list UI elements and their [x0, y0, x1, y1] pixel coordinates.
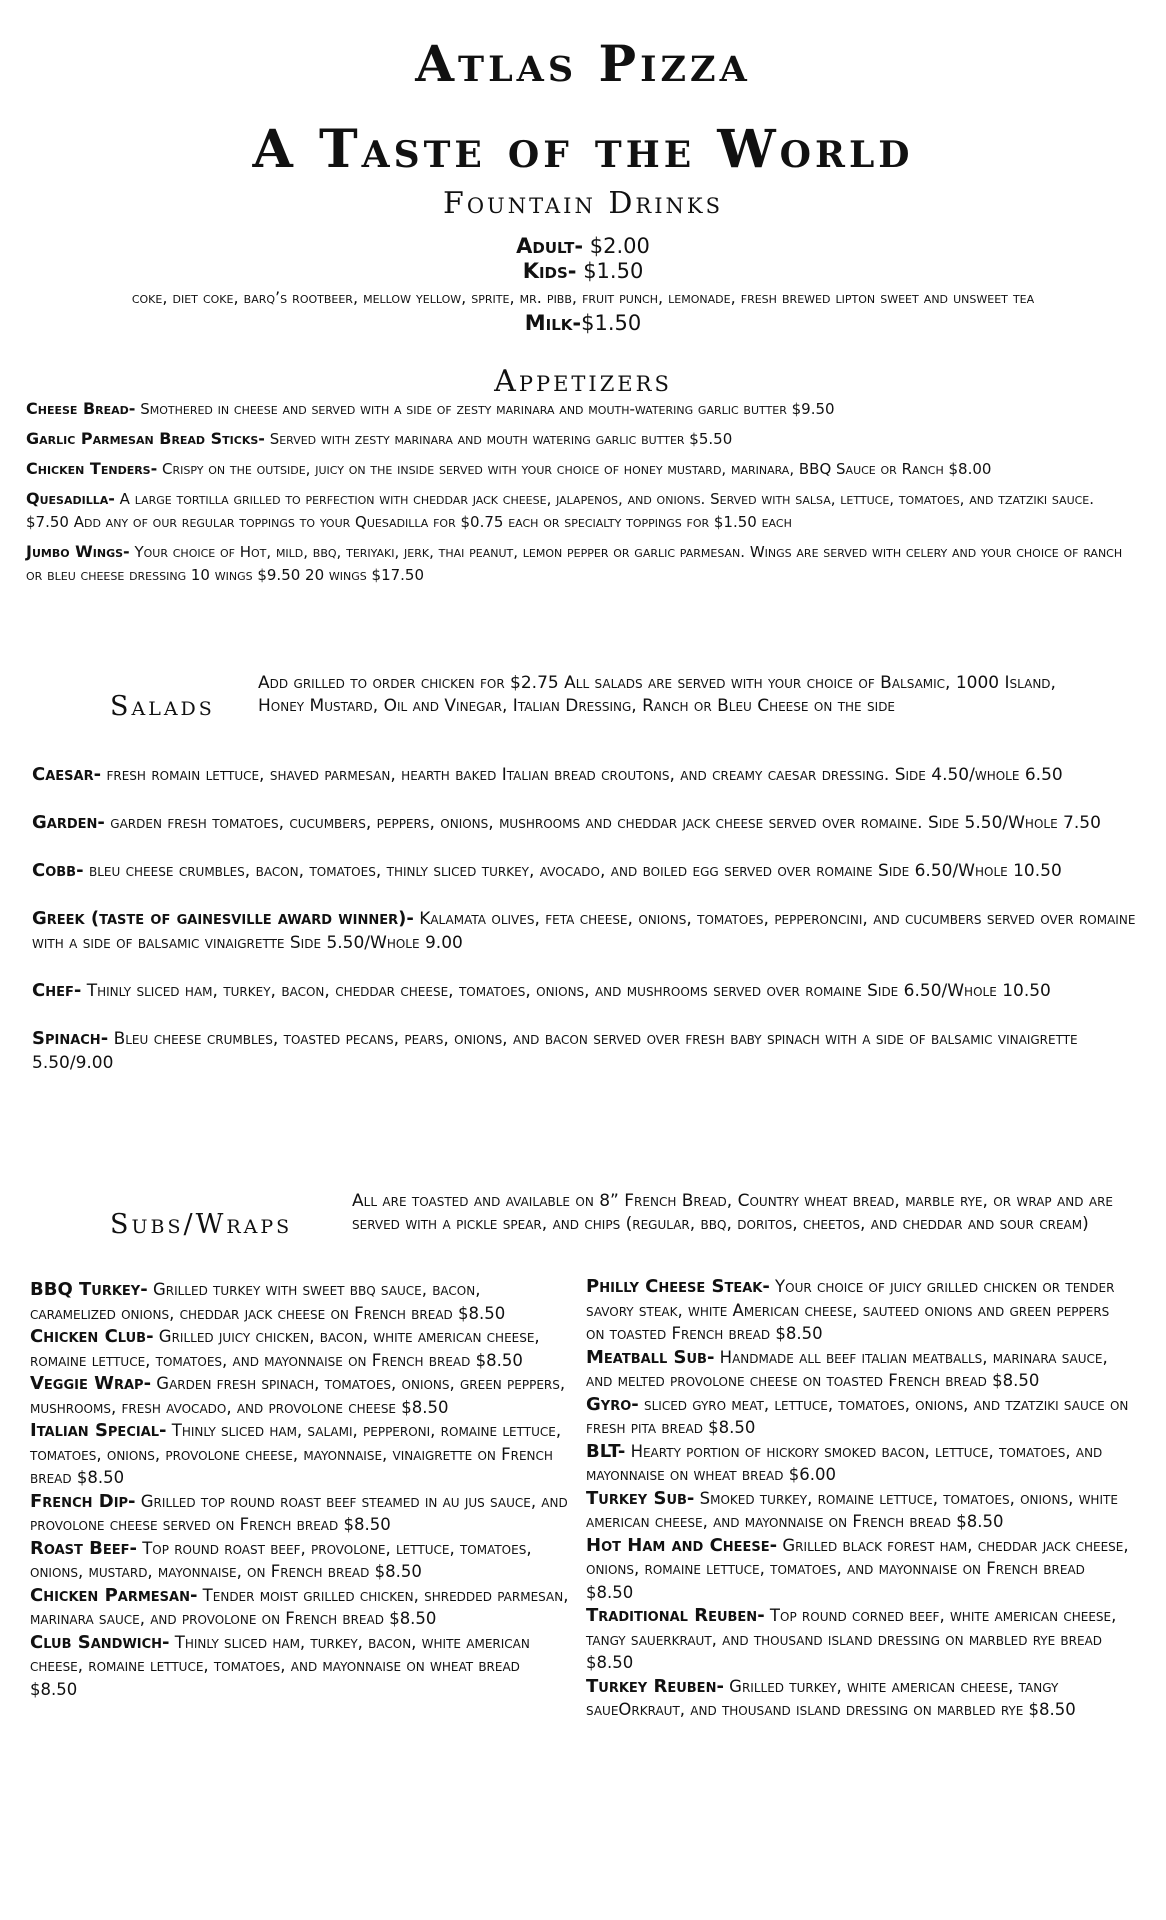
sub-item: [30, 1631, 570, 1702]
sub-name: French Dip-: [30, 1490, 136, 1512]
appetizer-name: Jumbo Wings-: [26, 542, 130, 561]
subs-heading: Subs/Wraps: [110, 1209, 293, 1240]
salad-desc: Kalamata olives, feta cheese, onions, tomatoes, pepperoncini, and cucumbers served over romaine with a side of balsamic vinaigrette Side 5.50/Whole 9.00: [32, 909, 1136, 953]
salads-heading: Salads: [110, 691, 215, 722]
sub-name: Veggie Wrap-: [30, 1373, 152, 1394]
appetizer-name: Garlic Parmesan Bread Sticks-: [26, 429, 265, 448]
sub-desc: Handmade all beef italian meatballs, marinara sauce, and melted provolone cheese on toasted French bread $8.50: [586, 1347, 1108, 1390]
appetizer-desc: Smothered in cheese and served with a side of zesty marinara and mouth-watering garlic butter $9.50: [135, 400, 835, 418]
subs-right-column: [586, 1275, 1131, 1722]
milk-drink-line: [40, 311, 1126, 336]
sub-desc: Grilled turkey with sweet bbq sauce, bacon, caramelized onions, cheddar jack cheese on French bread $8.50: [30, 1280, 506, 1323]
salad-name: Caesar-: [32, 764, 102, 785]
sub-item: [586, 1487, 1131, 1534]
sub-name: Turkey Reuben-: [586, 1675, 724, 1697]
salad-name: Greek (taste of gainesville award winner)-: [32, 908, 414, 929]
salad-desc: Bleu cheese crumbles, toasted pecans, pears, onions, and bacon served over fresh baby spinach with a side of balsamic vinaigrette 5.50/9.00: [32, 1029, 1078, 1073]
appetizer-name: Chicken Tenders-: [26, 459, 158, 478]
sub-desc: Smoked turkey, romaine lettuce, tomatoes, onions, white american cheese, and mayonnaise on French bread $8.50: [586, 1488, 1118, 1531]
salad-desc: Thinly sliced ham, turkey, bacon, cheddar cheese, tomatoes, onions, and mushrooms served over romaine Side 6.50/Whole 10.50: [81, 981, 1051, 1001]
appetizer-item: [26, 427, 1126, 451]
salad-desc: fresh romain lettuce, shaved parmesan, hearth baked Italian bread croutons, and creamy caesar dressing. Side 4.50/whole 6.50: [101, 765, 1063, 785]
appetizer-name: Cheese Bread-: [26, 399, 136, 418]
appetizer-desc: A large tortilla grilled to perfection with cheddar jack cheese, jalapenos, and onions. Served with salsa, lettuce, tomatoes, and tzatziki sauce. $7.50 Add any of our regular toppings to your Quesadilla for $0.75 each or specialty toppings for $1.50 each: [26, 490, 1095, 531]
salad-item: [32, 907, 1152, 955]
sub-item: [586, 1675, 1131, 1722]
sub-desc: Top round roast beef, provolone, lettuce, tomatoes, onions, mustard, mayonnaise, on French bread $8.50: [30, 1538, 532, 1581]
milk-label: Milk-: [524, 311, 582, 335]
subs-left-column: [30, 1278, 570, 1701]
sub-name: Turkey Sub-: [586, 1487, 695, 1509]
sub-desc: Thinly sliced ham, turkey, bacon, white american cheese, romaine lettuce, tomatoes, and mayonnaise on wheat bread $8.50: [30, 1632, 530, 1699]
sub-item: [30, 1325, 570, 1372]
sub-name: Club Sandwich-: [30, 1631, 170, 1653]
sub-name: Roast Beef-: [30, 1537, 137, 1559]
appetizer-desc: Crispy on the outside, juicy on the inside served with your choice of honey mustard, marinara, BBQ Sauce or Ranch $8.00: [157, 460, 992, 478]
sub-name: Chicken Club-: [30, 1326, 154, 1347]
kids-label: Kids-: [522, 259, 577, 283]
sub-item: [586, 1604, 1131, 1675]
appetizers-list: [26, 397, 1126, 593]
salad-item: [32, 1027, 1152, 1075]
sub-item: [586, 1393, 1131, 1440]
sub-desc: Hearty portion of hickory smoked bacon, lettuce, tomatoes, and mayonnaise on wheat bread $6.00: [586, 1441, 1103, 1484]
sub-name: BLT-: [586, 1440, 626, 1462]
salad-item: [32, 811, 1152, 835]
sub-name: Philly Cheese Steak-: [586, 1276, 770, 1297]
appetizer-desc: Served with zesty marinara and mouth watering garlic butter $5.50: [264, 430, 733, 448]
appetizer-item: [26, 540, 1126, 587]
appetizer-desc: Your choice of Hot, mild, bbq, teriyaki, jerk, thai peanut, lemon pepper or garlic parmesan. Wings are served with celery and your choice of ranch or bleu cheese dressing 10 wings $9.50 20 wings $17.50: [26, 543, 1123, 584]
subs-note: All are toasted and available on 8” French Bread, Country wheat bread, marble rye, or wrap and are served with a pickle spear, and chips (regular, bbq, doritos, cheetos, and cheddar and sour cream): [352, 1191, 1113, 1234]
sub-name: Traditional Reuben-: [586, 1605, 765, 1626]
sub-item: [30, 1490, 570, 1537]
sub-name: Gyro-: [586, 1393, 639, 1415]
salad-name: Spinach-: [32, 1028, 109, 1049]
sub-name: Hot Ham and Cheese-: [586, 1534, 778, 1556]
drinks-section: [40, 234, 1126, 336]
sub-name: Italian Special-: [30, 1420, 167, 1441]
salad-name: Cobb-: [32, 860, 84, 881]
sub-desc: Tender moist grilled chicken, shredded parmesan, marinara sauce, and provolone on French bread $8.50: [30, 1585, 569, 1628]
kids-drink-line: [40, 259, 1126, 284]
sub-desc: Grilled top round roast beef steamed in au jus sauce, and provolone cheese served on French bread $8.50: [30, 1491, 568, 1534]
salad-item: [32, 979, 1152, 1003]
adult-label: Adult-: [516, 234, 584, 258]
salad-desc: bleu cheese crumbles, bacon, tomatoes, thinly sliced turkey, avocado, and boiled egg served over romaine Side 6.50/Whole 10.50: [83, 861, 1062, 881]
sub-desc: sliced gyro meat, lettuce, tomatoes, onions, and tzatziki sauce on fresh pita bread $8.50: [586, 1394, 1129, 1437]
sub-item: [586, 1275, 1131, 1346]
sub-desc: Your choice of juicy grilled chicken or tender savory steak, white American cheese, sauteed onions and green peppers on toasted French bread $8.50: [586, 1277, 1115, 1343]
sub-item: [586, 1440, 1131, 1487]
sub-desc: Top round corned beef, white american cheese, tangy sauerkraut, and thousand island dressing on marbled rye bread $8.50: [586, 1606, 1117, 1672]
adult-drink-line: [40, 234, 1126, 259]
sub-desc: Garden fresh spinach, tomatoes, onions, green peppers, mushrooms, fresh avocado, and provolone cheese $8.50: [30, 1374, 566, 1417]
adult-price: $2.00: [583, 234, 650, 258]
milk-price: $1.50: [581, 311, 642, 335]
sub-item: [586, 1534, 1131, 1605]
appetizer-item: [26, 397, 1126, 421]
sub-item: [30, 1372, 570, 1419]
restaurant-name: Atlas Pizza: [415, 34, 751, 93]
sub-item: [30, 1537, 570, 1584]
salad-name: Garden-: [32, 812, 105, 833]
appetizer-name: Quesadilla-: [26, 489, 115, 508]
salad-item: [32, 859, 1152, 883]
menu-tagline: A Taste of the World: [252, 119, 914, 180]
salad-item: [32, 763, 1152, 787]
sub-name: BBQ Turkey-: [30, 1279, 148, 1300]
kids-price: $1.50: [576, 259, 644, 283]
sub-desc: Grilled turkey, white american cheese, tangy saueOrkraut, and thousand island dressing on marbled rye $8.50: [586, 1676, 1076, 1719]
salad-desc: garden fresh tomatoes, cucumbers, peppers, onions, mushrooms and cheddar jack cheese served over romaine. Side 5.50/Whole 7.50: [104, 813, 1101, 833]
sub-item: [30, 1278, 570, 1325]
sub-desc: Thinly sliced ham, salami, pepperoni, romaine lettuce, tomatoes, onions, provolone cheese, mayonnaise, vinaigrette on French bread $8.50: [30, 1421, 562, 1487]
appetizers-heading: Appetizers: [494, 364, 672, 399]
sub-desc: Grilled juicy chicken, bacon, white american cheese, romaine lettuce, tomatoes, and mayonnaise on French bread $8.50: [30, 1327, 540, 1370]
sub-desc: Grilled black forest ham, cheddar jack cheese, onions, romaine lettuce, tomatoes, and mayonnaise on French bread $8.50: [586, 1535, 1129, 1602]
sub-item: [586, 1346, 1131, 1393]
sub-item: [30, 1584, 570, 1631]
sub-name: Chicken Parmesan-: [30, 1584, 198, 1606]
appetizer-item: [26, 487, 1126, 534]
appetizer-item: [26, 457, 1126, 481]
salads-list: [32, 763, 1152, 1099]
salad-name: Chef-: [32, 980, 82, 1001]
salads-note: Add grilled to order chicken for $2.75 All salads are served with your choice of Balsamic, 1000 Island, Honey Mustard, Oil and Vinegar, Italian Dressing, Ranch or Bleu Cheese on the side: [258, 673, 1056, 716]
sub-name: Meatball Sub-: [586, 1346, 715, 1368]
drink-list: coke, diet coke, barq’s rootbeer, mellow yellow, sprite, mr. pibb, fruit punch, lemonade, fresh brewed lipton sweet and unsweet tea: [131, 288, 1035, 307]
drinks-heading: Fountain Drinks: [443, 186, 723, 221]
sub-item: [30, 1419, 570, 1490]
